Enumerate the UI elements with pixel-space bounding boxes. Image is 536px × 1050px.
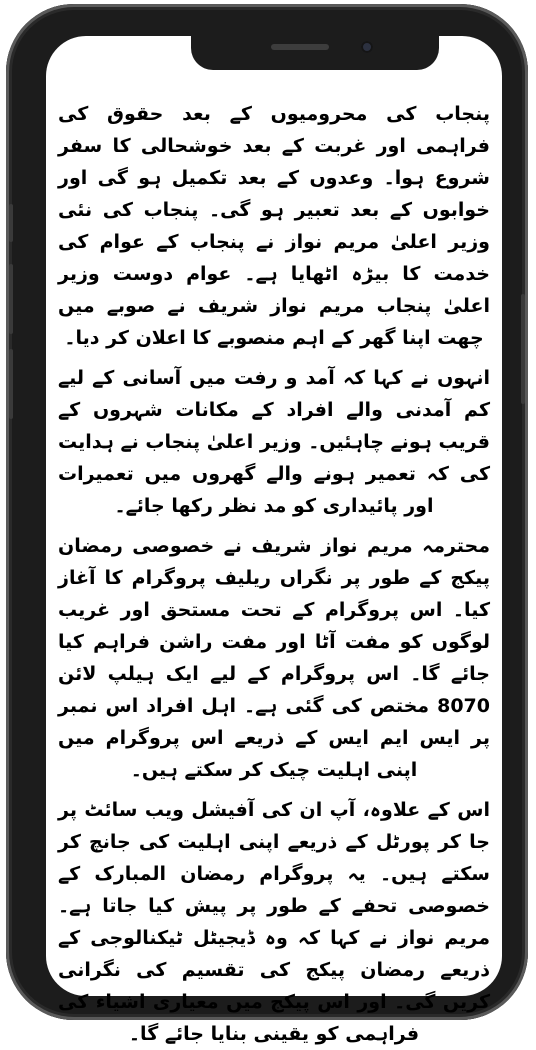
volume-up-button (9, 264, 13, 334)
article-paragraph: انہوں نے کہا کہ آمد و رفت میں آسانی کے لیے کم آمدنی والے افراد کے مکانات شہروں کے قریب ہونے چاہئیں۔ وزیر اعلیٰ پنجاب نے ہدایت کی کہ تعمیر ہونے والے گھروں میں تعمیرات اور پائیداری کو مد نظر رکھا جائے۔ (58, 367, 490, 517)
phone-screen (46, 36, 502, 1045)
article-paragraph: محترمہ مریم نواز شریف نے خصوصی رمضان پیکج کے طور پر نگراں ریلیف پروگرام کا آغاز کیا۔ اس پروگرام کے تحت مستحق اور غریب لوگوں کو مفت آٹا اور مفت راشن فراہم کیا جائے گا۔ اس پروگرام کے لیے ایک ہیلپ لائن 8070 مختص کی گئی ہے۔ اہل افراد اس نمبر پر ایس ایم ایس کے ذریعے اس پروگرام میں اپنی اہلیت چیک کر سکتے ہیں۔ (58, 535, 490, 781)
mute-switch (9, 204, 13, 242)
power-button (521, 294, 525, 404)
notch (191, 36, 439, 70)
front-camera-icon (361, 41, 373, 53)
article-paragraph: اس کے علاوہ، آپ ان کی آفیشل ویب سائٹ پر جا کر پورٹل کے ذریعے اپنی اہلیت کی جانچ کر سکتے ہیں۔ یہ پروگرام رمضان المبارک کے خصوصی تحفے کے طور پر پیش کیا جاتا ہے۔ مریم نواز نے کہا کہ وہ ڈیجیٹل ٹیکنالوجی کے ذریعے رمضان پیکج کی تقسیم کی نگرانی کریں گی۔ اور اس پیکج میں معیاری اشیاء کی فراہمی کو یقینی بنایا جائے گا۔ (58, 799, 490, 1045)
article-body (58, 98, 490, 1045)
volume-down-button (9, 349, 13, 419)
phone-frame (6, 4, 528, 1045)
speaker-grille (271, 44, 329, 50)
article-paragraph: پنجاب کی محرومیوں کے بعد حقوق کی فراہمی اور غربت کے بعد خوشحالی کا سفر شروع ہوا۔ وعدوں کے بعد تکمیل ہو گی اور خوابوں کے بعد تعبیر ہو گی۔ پنجاب کی نئی وزیر اعلیٰ مریم نواز نے پنجاب کے عوام کی خدمت کا بیڑہ اٹھایا ہے۔ عوام دوست وزیر اعلیٰ پنجاب مریم نواز شریف نے صوبے میں چھت اپنا گھر کے اہم منصوبے کا اعلان کر دیا۔ (58, 103, 490, 349)
